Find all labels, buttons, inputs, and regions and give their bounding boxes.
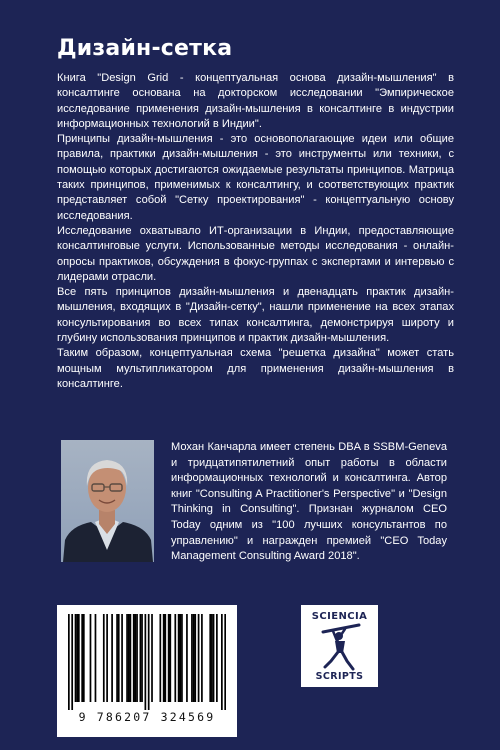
barcode-bar xyxy=(116,614,118,702)
barcode-bar xyxy=(133,614,135,702)
barcode-bar xyxy=(201,614,203,702)
barcode-bar xyxy=(118,614,120,702)
barcode-bar xyxy=(174,614,176,702)
barcode-bar xyxy=(213,614,215,702)
author-bio: Мохан Канчарла имеет степень DBA в SSBM-Geneva и тридцатипятилетний опыт работы в области информационных технологий и консалтинга. Автор книг "Consulting A Practitioner's Perspective" и "Design Thinking in Consulting". Признан журналом CEO Today одним из "100 лучших консультантов по управлению" и награжден премией "CEO Today Management Consulting Award 2018". xyxy=(171,441,447,563)
barcode-bar xyxy=(145,614,147,710)
barcode-bars xyxy=(68,614,226,710)
barcode-bar xyxy=(193,614,195,702)
publisher-name-top: SCIENCIA xyxy=(311,611,368,622)
description-paragraph: Таким образом, концептуальная схема "решетка дизайна" может стать мощным мультипликатором для применения дизайн-мышления в консалтинге. xyxy=(57,347,454,390)
barcode-bar xyxy=(163,614,165,702)
barcode-bar xyxy=(121,614,123,702)
barcode-bar xyxy=(81,614,83,702)
barcode-bar xyxy=(216,614,218,702)
barcode-bar xyxy=(168,614,170,702)
barcode-bar xyxy=(164,614,166,702)
barcode-bar xyxy=(178,614,180,702)
barcode-bar xyxy=(76,614,78,702)
barcode-bar xyxy=(151,614,153,702)
barcode-bar xyxy=(148,614,150,710)
barcode-bar xyxy=(159,614,161,702)
barcode-bar xyxy=(141,614,143,702)
barcode-bar xyxy=(90,614,92,702)
barcode-bar xyxy=(135,614,137,702)
barcode-bar xyxy=(130,614,132,702)
book-title: Дизайн-сетка xyxy=(57,36,233,61)
description-paragraph: Все пять принципов дизайн-мышления и двенадцать практик дизайн-мышления, входящих в "Дизайн-сетку", нашли применение на всех этапах консультирования во всех типах консалтинга, демонстрируя широту и глубину использования принципов и практик дизайн-мышления. xyxy=(57,286,454,345)
barcode-bar xyxy=(181,614,183,702)
barcode-bar xyxy=(68,614,70,710)
barcode-bar xyxy=(169,614,171,702)
barcode-bar xyxy=(194,614,196,702)
barcode-bar xyxy=(126,614,128,702)
barcode-bar xyxy=(198,614,200,702)
description-paragraph: Исследование охватывало ИТ-организации в Индии, предоставляющие консалтинговые услуги. Использованные методы исследования - онлайн-опросы практиков, обсуждения в фокус-группах с экспертами и интервью с лидерами отрасли. xyxy=(57,224,454,283)
barcode-bar xyxy=(83,614,85,702)
author-photo xyxy=(61,440,154,562)
barcode-bar xyxy=(136,614,138,702)
barcode-bar xyxy=(211,614,213,702)
barcode-bar xyxy=(106,614,108,702)
description-paragraph: Принципы дизайн-мышления - это основополагающие идеи или общие правила, практики дизайн-мышления - это инструменты или техники, с помощью которых достигаются ожидаемые результаты принципов. Матрица таких принципов, применимых к консалтингу, и соответствующих практик представляет собой "Сетку проектирования" - концептуальную основу исследования. xyxy=(57,133,454,222)
barcode-bar xyxy=(179,614,181,702)
barcode-bar xyxy=(78,614,80,702)
barcode-bar xyxy=(186,614,188,702)
publisher-name-bottom: SCRIPTS xyxy=(315,671,364,682)
barcode-bar xyxy=(128,614,130,702)
barcode-bar xyxy=(71,614,73,710)
barcode-bar xyxy=(191,614,193,702)
isbn-number: 9 786207 324569 xyxy=(78,710,216,724)
description-paragraph: Книга "Design Grid - концептуальная основа дизайн-мышления" в консалтинге основана на докторском исследовании "Эмпирическое исследование применения дизайн-мышления в консалтинге в индустрии информационных технологий в Индии". xyxy=(57,72,454,130)
barcode-bar xyxy=(103,614,105,702)
barcode-bar xyxy=(95,614,97,702)
barcode-bar xyxy=(140,614,142,702)
publisher-logo xyxy=(301,605,378,687)
running-man-icon xyxy=(319,623,361,671)
barcode-bar xyxy=(75,614,77,702)
barcode-bar xyxy=(111,614,113,702)
isbn-barcode xyxy=(57,605,237,737)
barcode-bar xyxy=(224,614,226,710)
barcode-bar xyxy=(209,614,211,702)
description xyxy=(57,71,454,392)
barcode-bar xyxy=(221,614,223,710)
